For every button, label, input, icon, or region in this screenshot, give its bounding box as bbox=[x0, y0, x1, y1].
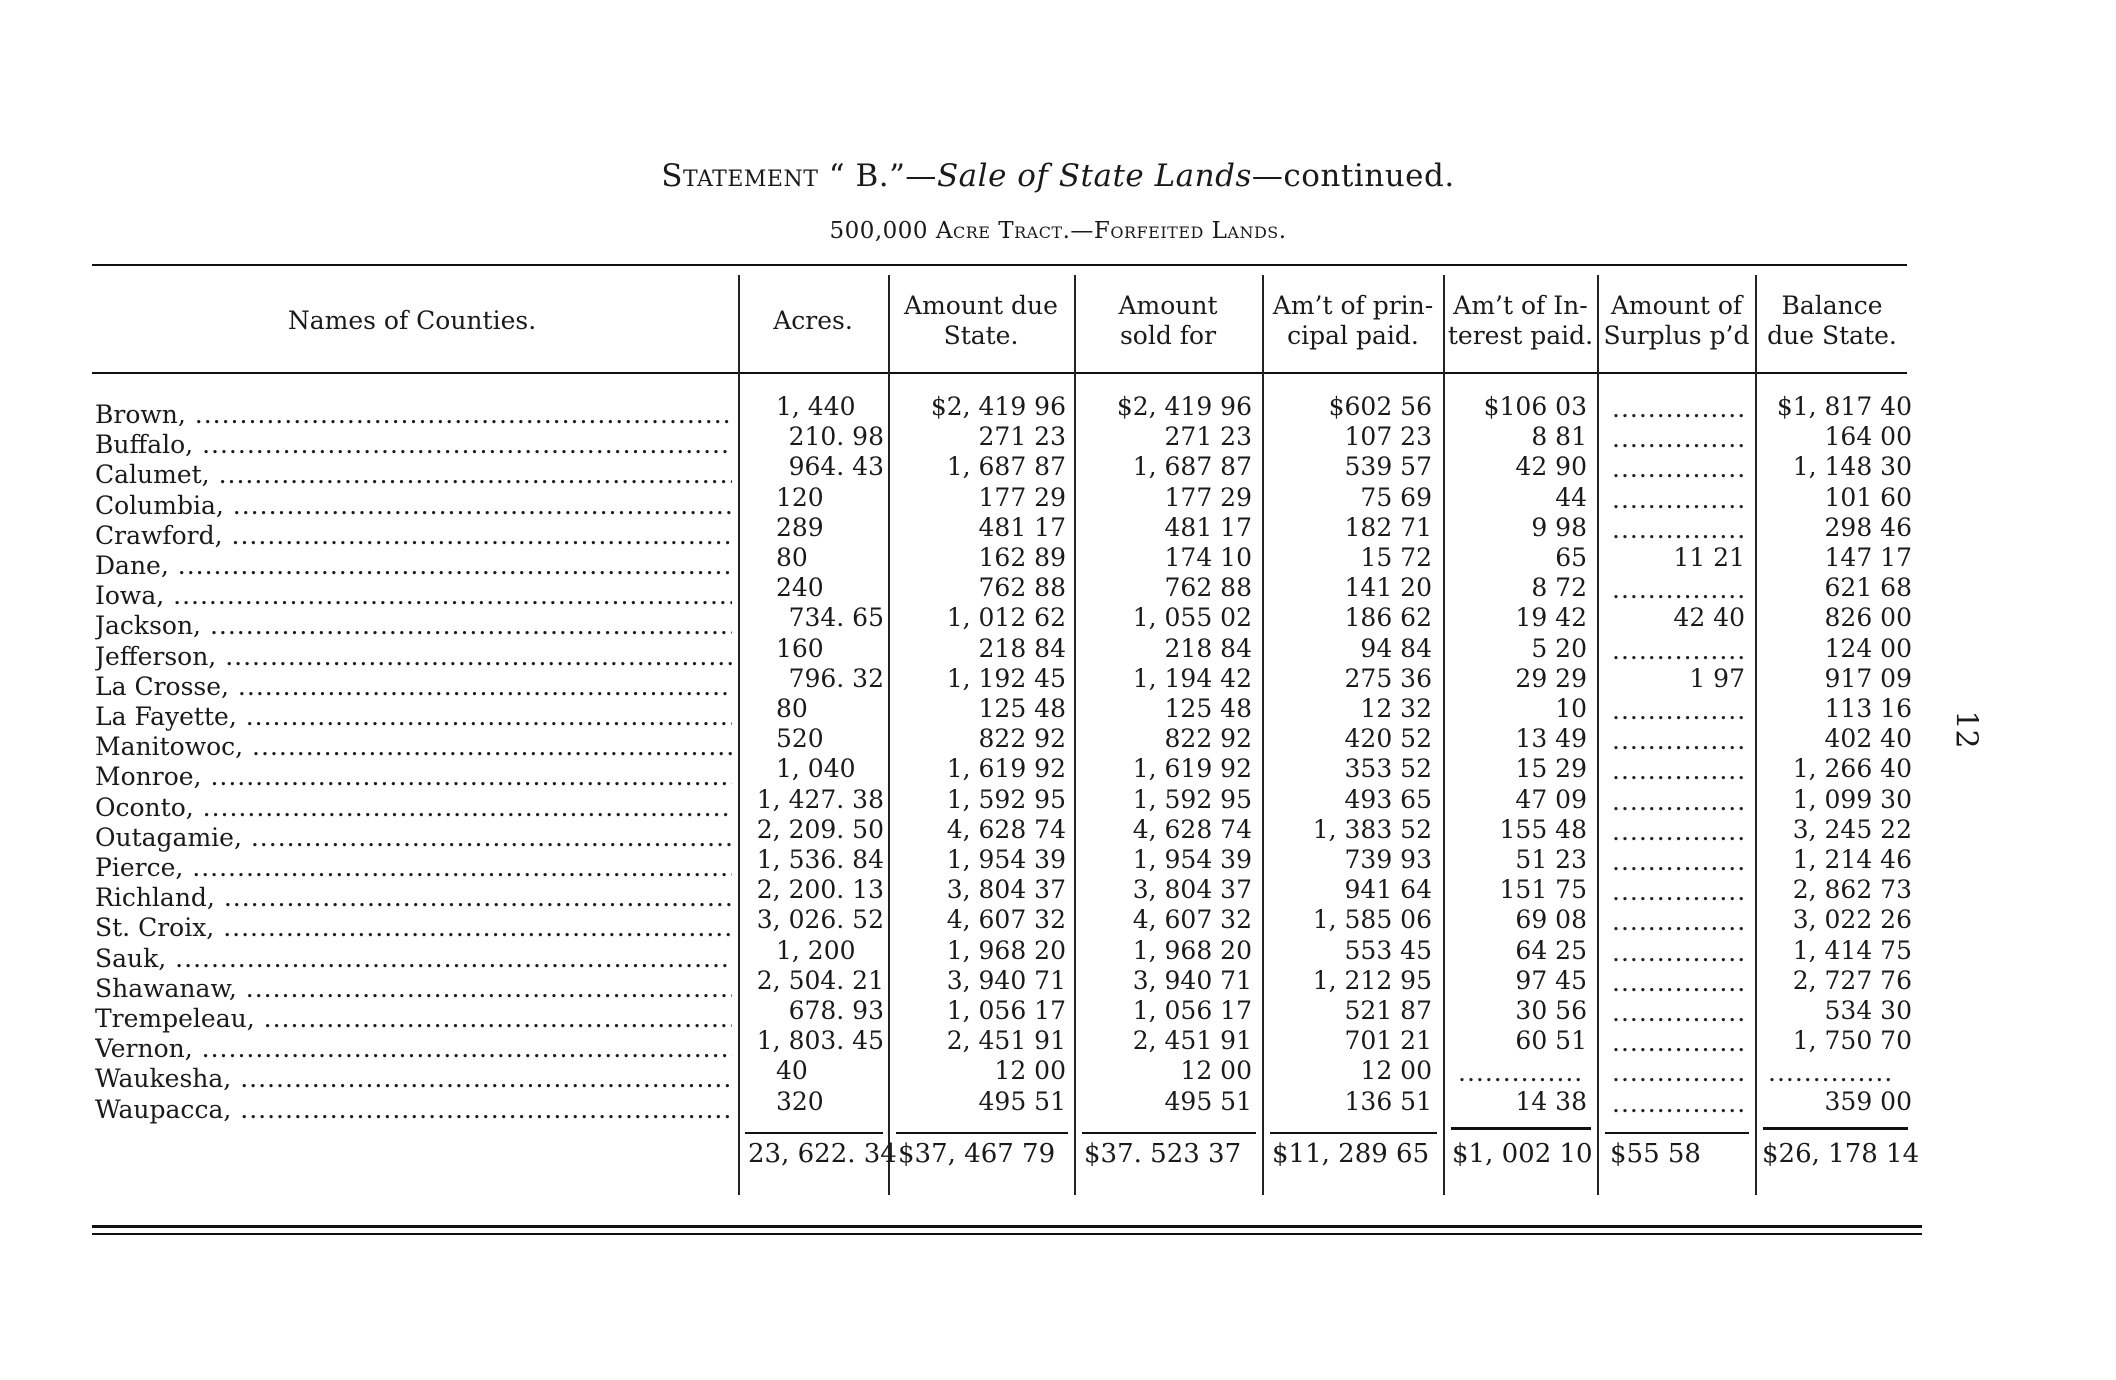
acres-cell: 1, 427. 38 bbox=[756, 784, 884, 814]
county-name: Iowa, ..... bbox=[95, 581, 732, 611]
principal-cell: 275 36 bbox=[1344, 663, 1432, 693]
balance-cell: $1, 817 40 bbox=[1776, 392, 1912, 421]
amount-sold-cell: 4, 607 32 bbox=[1132, 905, 1252, 935]
principal-cell: $602 56 bbox=[1328, 392, 1432, 421]
amount-due-cell: 12 00 bbox=[994, 1056, 1066, 1086]
amount-sold-cell: 822 92 bbox=[1164, 724, 1252, 754]
amount-due-cell: 1, 619 92 bbox=[946, 754, 1066, 784]
totals-rule-sold bbox=[1082, 1132, 1256, 1134]
amount-due-cell: 1, 012 62 bbox=[946, 603, 1066, 633]
column-divider bbox=[1755, 275, 1757, 1195]
surplus-dot-leader: ............... bbox=[1612, 394, 1747, 423]
surplus-dot-leader: ............... bbox=[1612, 816, 1747, 846]
county-name: Monroe, ..... bbox=[95, 762, 732, 792]
surplus-dot-leader: ............... bbox=[1612, 696, 1747, 725]
principal-cell: 493 65 bbox=[1344, 784, 1432, 814]
interest-cell: 97 45 bbox=[1515, 965, 1587, 995]
principal-cell: 420 52 bbox=[1344, 724, 1432, 754]
surplus-dot-leader: ............... bbox=[1612, 998, 1747, 1027]
county-name: Sauk, ..... bbox=[95, 944, 732, 974]
acres-cell: 2, 209. 50 bbox=[756, 814, 884, 844]
county-name: Oconto, ..... bbox=[95, 793, 732, 823]
total-surplus: $55 58 bbox=[1610, 1139, 1701, 1169]
principal-cell: 141 20 bbox=[1344, 573, 1432, 603]
principal-cell: 539 57 bbox=[1344, 452, 1432, 482]
column-divider bbox=[1443, 275, 1445, 1195]
interest-cell: 60 51 bbox=[1515, 1026, 1587, 1056]
acres-cell: 1, 440 bbox=[776, 392, 856, 421]
balance-cell: 1, 148 30 bbox=[1792, 452, 1912, 482]
amount-sold-cell: 4, 628 74 bbox=[1132, 814, 1252, 844]
header-amount-sold: Amount sold for bbox=[1118, 291, 1218, 350]
principal-cell: 182 71 bbox=[1344, 512, 1432, 542]
surplus-dot-leader: ............... bbox=[1612, 937, 1747, 967]
balance-cell: 298 46 bbox=[1824, 512, 1912, 542]
acres-cell: 80 bbox=[776, 543, 808, 572]
amount-sold-cell: 1, 968 20 bbox=[1132, 935, 1252, 965]
amount-sold-cell: 177 29 bbox=[1164, 482, 1252, 512]
amount-due-cell: 762 88 bbox=[978, 573, 1066, 603]
column-divider bbox=[888, 275, 890, 1195]
acres-cell: 210. 98 bbox=[788, 422, 884, 452]
amount-due-cell: 218 84 bbox=[978, 633, 1066, 663]
amount-due-cell: 3, 940 71 bbox=[946, 965, 1066, 995]
column-divider bbox=[1262, 275, 1264, 1195]
principal-cell: 75 69 bbox=[1360, 482, 1432, 512]
balance-cell: 1, 099 30 bbox=[1792, 784, 1912, 814]
interest-cell: 5 20 bbox=[1531, 633, 1587, 663]
principal-cell: 553 45 bbox=[1344, 935, 1432, 965]
amount-due-cell: 1, 592 95 bbox=[946, 784, 1066, 814]
acres-cell: 734. 65 bbox=[788, 603, 884, 633]
county-name: Manitowoc, ..... bbox=[95, 732, 732, 762]
county-name: Jackson, ..... bbox=[95, 611, 732, 641]
surplus-dot-leader: ............... bbox=[1612, 907, 1747, 937]
amount-sold-cell: $2, 419 96 bbox=[1116, 392, 1252, 421]
amount-due-cell: 125 48 bbox=[978, 694, 1066, 723]
bottom-double-rule-1 bbox=[92, 1225, 1922, 1228]
surplus-dot-leader: ............... bbox=[1612, 1028, 1747, 1058]
county-name: Trempeleau, ..... bbox=[95, 1004, 732, 1034]
county-name: Jefferson, ..... bbox=[95, 642, 732, 672]
interest-cell: 13 49 bbox=[1515, 724, 1587, 754]
acres-cell: 678. 93 bbox=[788, 996, 884, 1025]
surplus-dot-leader: ............... bbox=[1612, 424, 1747, 454]
interest-dot-leader: .............. bbox=[1458, 1058, 1584, 1088]
balance-cell: 2, 727 76 bbox=[1792, 965, 1912, 995]
interest-cell: 9 98 bbox=[1531, 512, 1587, 542]
amount-sold-cell: 3, 940 71 bbox=[1132, 965, 1252, 995]
amount-sold-cell: 218 84 bbox=[1164, 633, 1252, 663]
acres-cell: 520 bbox=[776, 724, 824, 754]
interest-cell: 19 42 bbox=[1515, 603, 1587, 633]
totals-rule-balance bbox=[1763, 1127, 1908, 1130]
interest-cell: 69 08 bbox=[1515, 905, 1587, 935]
amount-sold-cell: 2, 451 91 bbox=[1132, 1026, 1252, 1056]
principal-cell: 739 93 bbox=[1344, 845, 1432, 874]
amount-due-cell: 3, 804 37 bbox=[946, 875, 1066, 905]
county-name: La Fayette, ..... bbox=[95, 702, 732, 732]
county-name: Richland, ..... bbox=[95, 883, 732, 913]
total-balance: $26, 178 14 bbox=[1762, 1139, 1920, 1169]
bottom-double-rule-2 bbox=[92, 1233, 1922, 1235]
amount-sold-cell: 762 88 bbox=[1164, 573, 1252, 603]
acres-cell: 1, 200 bbox=[776, 935, 856, 965]
header-bottom-rule bbox=[92, 372, 1907, 374]
amount-due-cell: 162 89 bbox=[978, 543, 1066, 572]
balance-cell: 3, 022 26 bbox=[1792, 905, 1912, 935]
interest-cell: 65 bbox=[1555, 543, 1587, 572]
principal-cell: 136 51 bbox=[1344, 1086, 1432, 1116]
title-italic: Sale of State Lands bbox=[936, 158, 1252, 194]
page-number: 12 bbox=[1948, 710, 1984, 749]
acres-cell: 1, 040 bbox=[776, 754, 856, 784]
surplus-dot-leader: ............... bbox=[1612, 726, 1747, 756]
principal-cell: 1, 585 06 bbox=[1312, 905, 1432, 935]
acres-cell: 40 bbox=[776, 1056, 808, 1086]
principal-cell: 521 87 bbox=[1344, 996, 1432, 1025]
title-prefix: Statement bbox=[661, 158, 819, 194]
principal-cell: 701 21 bbox=[1344, 1026, 1432, 1056]
county-name: Crawford, ..... bbox=[95, 521, 732, 551]
amount-due-cell: 822 92 bbox=[978, 724, 1066, 754]
amount-sold-cell: 1, 056 17 bbox=[1132, 996, 1252, 1025]
interest-cell: 155 48 bbox=[1499, 814, 1587, 844]
surplus-cell: 42 40 bbox=[1673, 603, 1745, 633]
balance-cell: 2, 862 73 bbox=[1792, 875, 1912, 905]
amount-sold-cell: 1, 954 39 bbox=[1132, 845, 1252, 874]
principal-cell: 1, 212 95 bbox=[1312, 965, 1432, 995]
header-amount-due: Amount due State. bbox=[904, 291, 1058, 350]
balance-cell: 359 00 bbox=[1824, 1086, 1912, 1116]
county-name: St. Croix, ..... bbox=[95, 913, 732, 943]
principal-cell: 186 62 bbox=[1344, 603, 1432, 633]
amount-sold-cell: 3, 804 37 bbox=[1132, 875, 1252, 905]
amount-due-cell: 4, 628 74 bbox=[946, 814, 1066, 844]
totals-rule-principal bbox=[1270, 1132, 1437, 1134]
surplus-dot-leader: ............... bbox=[1612, 484, 1747, 514]
principal-cell: 15 72 bbox=[1360, 543, 1432, 572]
amount-sold-cell: 125 48 bbox=[1164, 694, 1252, 723]
header-principal: Am’t of prin- cipal paid. bbox=[1272, 291, 1434, 350]
county-name: Waupacca, ..... bbox=[95, 1095, 732, 1125]
interest-cell: 29 29 bbox=[1515, 663, 1587, 693]
amount-due-cell: 1, 954 39 bbox=[946, 845, 1066, 874]
interest-cell: $106 03 bbox=[1483, 392, 1587, 421]
surplus-dot-leader: ............... bbox=[1612, 514, 1747, 544]
acres-cell: 1, 803. 45 bbox=[756, 1026, 884, 1056]
balance-cell: 621 68 bbox=[1824, 573, 1912, 603]
amount-due-cell: 177 29 bbox=[978, 482, 1066, 512]
principal-cell: 12 32 bbox=[1360, 694, 1432, 723]
balance-cell: 826 00 bbox=[1824, 603, 1912, 633]
surplus-dot-leader: ............... bbox=[1612, 967, 1747, 997]
county-name: Buffalo, ..... bbox=[95, 430, 732, 460]
interest-cell: 151 75 bbox=[1499, 875, 1587, 905]
principal-cell: 941 64 bbox=[1344, 875, 1432, 905]
county-name: Waukesha, ..... bbox=[95, 1064, 732, 1094]
balance-cell: 402 40 bbox=[1824, 724, 1912, 754]
totals-rule-surplus bbox=[1605, 1132, 1749, 1134]
totals-rule-acres bbox=[745, 1132, 883, 1134]
column-divider bbox=[1597, 275, 1599, 1195]
amount-sold-cell: 174 10 bbox=[1164, 543, 1252, 572]
total-principal: $11, 289 65 bbox=[1272, 1139, 1430, 1169]
surplus-cell: 11 21 bbox=[1673, 543, 1745, 572]
total-amount-due: $37, 467 79 bbox=[898, 1139, 1056, 1169]
amount-due-cell: 2, 451 91 bbox=[946, 1026, 1066, 1056]
column-divider bbox=[1074, 275, 1076, 1195]
amount-sold-cell: 12 00 bbox=[1180, 1056, 1252, 1086]
interest-cell: 44 bbox=[1555, 482, 1587, 512]
surplus-dot-leader: ............... bbox=[1612, 575, 1747, 605]
surplus-dot-leader: ............... bbox=[1612, 786, 1747, 816]
acres-cell: 2, 200. 13 bbox=[756, 875, 884, 905]
surplus-dot-leader: ............... bbox=[1612, 454, 1747, 484]
header-interest: Am’t of In- terest paid. bbox=[1447, 291, 1594, 350]
county-name: Calumet, ..... bbox=[95, 460, 732, 490]
amount-sold-cell: 1, 194 42 bbox=[1132, 663, 1252, 693]
totals-rule-interest bbox=[1451, 1127, 1591, 1130]
county-name: La Crosse, ..... bbox=[95, 672, 732, 702]
interest-cell: 64 25 bbox=[1515, 935, 1587, 965]
amount-due-cell: 1, 968 20 bbox=[946, 935, 1066, 965]
balance-cell: 101 60 bbox=[1824, 482, 1912, 512]
principal-cell: 94 84 bbox=[1360, 633, 1432, 663]
amount-sold-cell: 1, 055 02 bbox=[1132, 603, 1252, 633]
acres-cell: 320 bbox=[776, 1086, 824, 1116]
interest-cell: 10 bbox=[1555, 694, 1587, 723]
amount-due-cell: 1, 687 87 bbox=[946, 452, 1066, 482]
amount-sold-cell: 1, 619 92 bbox=[1132, 754, 1252, 784]
header-surplus: Amount of Surplus p’d bbox=[1603, 291, 1750, 350]
amount-due-cell: 495 51 bbox=[978, 1086, 1066, 1116]
balance-cell: 164 00 bbox=[1824, 422, 1912, 452]
balance-dot-leader: .............. bbox=[1768, 1058, 1894, 1088]
balance-cell: 534 30 bbox=[1824, 996, 1912, 1025]
balance-cell: 1, 214 46 bbox=[1792, 845, 1912, 874]
interest-cell: 15 29 bbox=[1515, 754, 1587, 784]
statement-title bbox=[0, 158, 2116, 194]
total-interest: $1, 002 10 bbox=[1452, 1139, 1593, 1169]
balance-cell: 3, 245 22 bbox=[1792, 814, 1912, 844]
balance-cell: 917 09 bbox=[1824, 663, 1912, 693]
amount-due-cell: 481 17 bbox=[978, 512, 1066, 542]
amount-sold-cell: 1, 592 95 bbox=[1132, 784, 1252, 814]
header-acres: Acres. bbox=[773, 306, 853, 335]
header-balance: Balance due State. bbox=[1767, 291, 1897, 350]
acres-cell: 289 bbox=[776, 512, 824, 542]
balance-cell: 124 00 bbox=[1824, 633, 1912, 663]
balance-cell: 1, 266 40 bbox=[1792, 754, 1912, 784]
acres-cell: 964. 43 bbox=[788, 452, 884, 482]
title-suffix: —continued. bbox=[1251, 158, 1455, 194]
balance-cell: 113 16 bbox=[1824, 694, 1912, 723]
header-county: Names of Counties. bbox=[287, 306, 537, 335]
interest-cell: 14 38 bbox=[1515, 1086, 1587, 1116]
county-name: Dane, ..... bbox=[95, 551, 732, 581]
surplus-dot-leader: ............... bbox=[1612, 847, 1747, 876]
column-divider bbox=[738, 275, 740, 1195]
county-name: Vernon, ..... bbox=[95, 1034, 732, 1064]
amount-due-cell: 4, 607 32 bbox=[946, 905, 1066, 935]
total-acres: 23, 622. 34 bbox=[748, 1139, 897, 1169]
surplus-dot-leader: ............... bbox=[1612, 877, 1747, 907]
acres-cell: 120 bbox=[776, 482, 824, 512]
acres-cell: 2, 504. 21 bbox=[756, 965, 884, 995]
amount-due-cell: 1, 192 45 bbox=[946, 663, 1066, 693]
interest-cell: 51 23 bbox=[1515, 845, 1587, 874]
table-top-rule bbox=[92, 264, 1907, 266]
total-amount-sold: $37. 523 37 bbox=[1084, 1139, 1242, 1169]
acres-cell: 796. 32 bbox=[788, 663, 884, 693]
county-name: Brown, ..... bbox=[95, 400, 732, 430]
interest-cell: 47 09 bbox=[1515, 784, 1587, 814]
balance-cell: 1, 750 70 bbox=[1792, 1026, 1912, 1056]
amount-sold-cell: 495 51 bbox=[1164, 1086, 1252, 1116]
interest-cell: 8 72 bbox=[1531, 573, 1587, 603]
principal-cell: 353 52 bbox=[1344, 754, 1432, 784]
interest-cell: 8 81 bbox=[1531, 422, 1587, 452]
amount-sold-cell: 1, 687 87 bbox=[1132, 452, 1252, 482]
amount-due-cell: $2, 419 96 bbox=[930, 392, 1066, 421]
interest-cell: 42 90 bbox=[1515, 452, 1587, 482]
totals-rule-due bbox=[896, 1132, 1068, 1134]
balance-cell: 1, 414 75 bbox=[1792, 935, 1912, 965]
surplus-cell: 1 97 bbox=[1689, 663, 1745, 693]
county-name: Pierce, ..... bbox=[95, 853, 732, 883]
amount-sold-cell: 271 23 bbox=[1164, 422, 1252, 452]
title-quote: “ B.”— bbox=[828, 158, 937, 194]
interest-cell: 30 56 bbox=[1515, 996, 1587, 1025]
principal-cell: 1, 383 52 bbox=[1312, 814, 1432, 844]
acres-cell: 1, 536. 84 bbox=[756, 845, 884, 874]
surplus-dot-leader: ............... bbox=[1612, 756, 1747, 786]
acres-cell: 80 bbox=[776, 694, 808, 723]
acres-cell: 160 bbox=[776, 633, 824, 663]
county-name: Columbia, ..... bbox=[95, 491, 732, 521]
amount-due-cell: 271 23 bbox=[978, 422, 1066, 452]
principal-cell: 107 23 bbox=[1344, 422, 1432, 452]
amount-due-cell: 1, 056 17 bbox=[946, 996, 1066, 1025]
principal-cell: 12 00 bbox=[1360, 1056, 1432, 1086]
acres-cell: 3, 026. 52 bbox=[756, 905, 884, 935]
surplus-dot-leader: ............... bbox=[1612, 1088, 1747, 1118]
surplus-dot-leader: ............... bbox=[1612, 635, 1747, 665]
county-name: Shawanaw, ..... bbox=[95, 974, 732, 1004]
acres-cell: 240 bbox=[776, 573, 824, 603]
county-name: Outagamie, ..... bbox=[95, 823, 732, 853]
surplus-dot-leader: ............... bbox=[1612, 1058, 1747, 1088]
balance-cell: 147 17 bbox=[1824, 543, 1912, 572]
statement-subtitle: 500,000 Acre Tract.—Forfeited Lands. bbox=[829, 218, 1287, 244]
amount-sold-cell: 481 17 bbox=[1164, 512, 1252, 542]
